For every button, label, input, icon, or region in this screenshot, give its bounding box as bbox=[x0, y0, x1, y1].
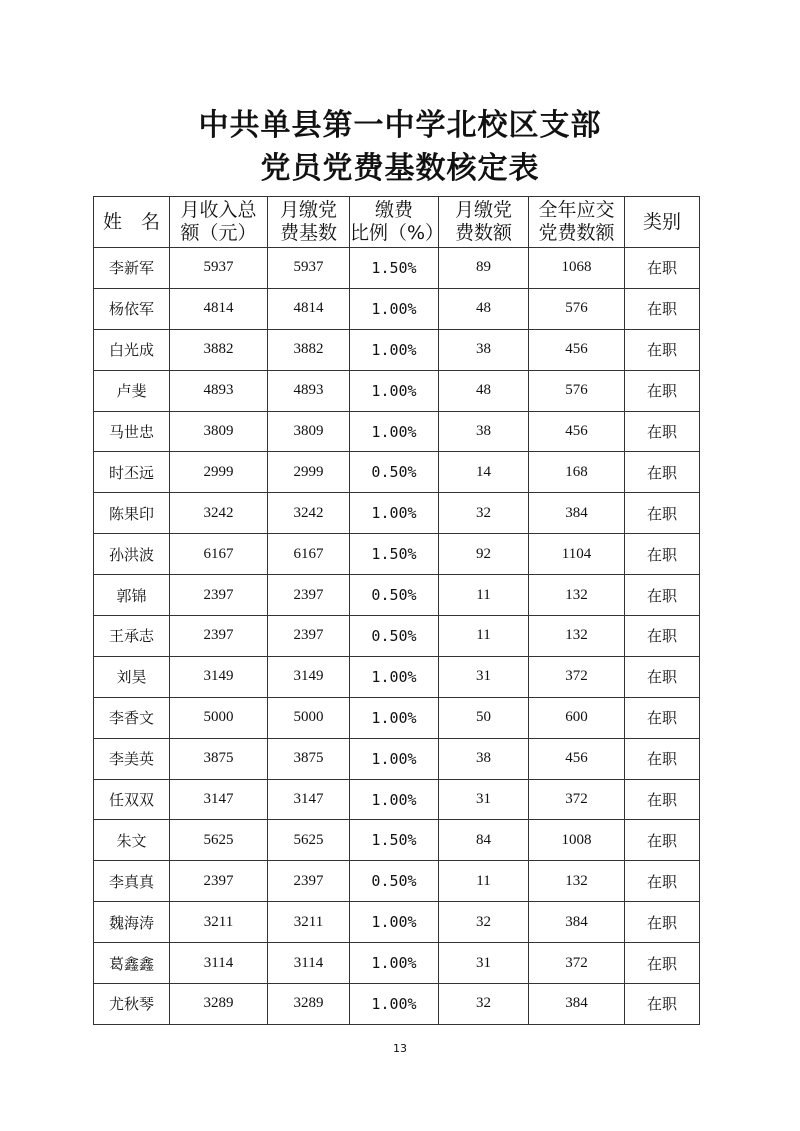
cell-rate: 0.50% bbox=[350, 452, 439, 493]
cell-monthly-fee: 31 bbox=[439, 779, 529, 820]
table-row bbox=[94, 943, 700, 984]
table-row bbox=[94, 902, 700, 943]
cell-income: 3882 bbox=[170, 329, 268, 370]
cell-fee-base: 2397 bbox=[268, 616, 350, 657]
cell-category: 在职 bbox=[625, 493, 700, 534]
cell-rate: 1.00% bbox=[350, 411, 439, 452]
table-body bbox=[94, 248, 700, 1025]
cell-name: 朱文 bbox=[94, 820, 170, 861]
cell-annual-fee: 132 bbox=[529, 616, 625, 657]
cell-fee-base: 3211 bbox=[268, 902, 350, 943]
header-rate: 缴费 比例（%） bbox=[350, 197, 439, 248]
cell-rate: 1.00% bbox=[350, 697, 439, 738]
cell-fee-base: 3242 bbox=[268, 493, 350, 534]
party-fee-table bbox=[93, 196, 700, 1025]
cell-rate: 1.00% bbox=[350, 656, 439, 697]
cell-fee-base: 3809 bbox=[268, 411, 350, 452]
cell-name: 郭锦 bbox=[94, 575, 170, 616]
cell-monthly-fee: 31 bbox=[439, 943, 529, 984]
cell-income: 3875 bbox=[170, 738, 268, 779]
cell-monthly-fee: 38 bbox=[439, 329, 529, 370]
cell-income: 2397 bbox=[170, 616, 268, 657]
cell-category: 在职 bbox=[625, 738, 700, 779]
cell-annual-fee: 384 bbox=[529, 984, 625, 1025]
table-row bbox=[94, 370, 700, 411]
table-row bbox=[94, 861, 700, 902]
cell-income: 5625 bbox=[170, 820, 268, 861]
cell-annual-fee: 456 bbox=[529, 329, 625, 370]
cell-category: 在职 bbox=[625, 370, 700, 411]
cell-name: 李香文 bbox=[94, 697, 170, 738]
cell-income: 4893 bbox=[170, 370, 268, 411]
cell-annual-fee: 372 bbox=[529, 943, 625, 984]
document-title-line1: 中共单县第一中学北校区支部 bbox=[198, 108, 602, 143]
cell-annual-fee: 168 bbox=[529, 452, 625, 493]
cell-annual-fee: 372 bbox=[529, 779, 625, 820]
table-row bbox=[94, 575, 700, 616]
cell-name: 卢斐 bbox=[94, 370, 170, 411]
cell-rate: 1.00% bbox=[350, 329, 439, 370]
cell-income: 5000 bbox=[170, 697, 268, 738]
cell-annual-fee: 1008 bbox=[529, 820, 625, 861]
header-name: 姓 名 bbox=[94, 197, 170, 248]
cell-name: 杨依军 bbox=[94, 288, 170, 329]
cell-name: 陈果印 bbox=[94, 493, 170, 534]
cell-monthly-fee: 14 bbox=[439, 452, 529, 493]
table-row bbox=[94, 248, 700, 289]
cell-name: 任双双 bbox=[94, 779, 170, 820]
cell-income: 3147 bbox=[170, 779, 268, 820]
cell-fee-base: 5625 bbox=[268, 820, 350, 861]
cell-rate: 0.50% bbox=[350, 861, 439, 902]
cell-category: 在职 bbox=[625, 534, 700, 575]
cell-monthly-fee: 32 bbox=[439, 902, 529, 943]
cell-category: 在职 bbox=[625, 248, 700, 289]
table-row bbox=[94, 411, 700, 452]
cell-category: 在职 bbox=[625, 452, 700, 493]
header-monthly-fee: 月缴党 费数额 bbox=[439, 197, 529, 248]
cell-annual-fee: 132 bbox=[529, 575, 625, 616]
cell-name: 马世忠 bbox=[94, 411, 170, 452]
cell-name: 李真真 bbox=[94, 861, 170, 902]
cell-annual-fee: 1104 bbox=[529, 534, 625, 575]
cell-monthly-fee: 48 bbox=[439, 288, 529, 329]
cell-fee-base: 3875 bbox=[268, 738, 350, 779]
header-category: 类别 bbox=[625, 197, 700, 248]
cell-fee-base: 3147 bbox=[268, 779, 350, 820]
cell-monthly-fee: 92 bbox=[439, 534, 529, 575]
cell-monthly-fee: 48 bbox=[439, 370, 529, 411]
cell-category: 在职 bbox=[625, 984, 700, 1025]
cell-annual-fee: 1068 bbox=[529, 248, 625, 289]
cell-name: 王承志 bbox=[94, 616, 170, 657]
document-title-line2: 党员党费基数核定表 bbox=[260, 151, 540, 186]
cell-income: 6167 bbox=[170, 534, 268, 575]
page-number: 13 bbox=[393, 1042, 407, 1055]
cell-name: 孙洪波 bbox=[94, 534, 170, 575]
cell-fee-base: 2397 bbox=[268, 861, 350, 902]
cell-income: 5937 bbox=[170, 248, 268, 289]
table-row bbox=[94, 452, 700, 493]
cell-category: 在职 bbox=[625, 697, 700, 738]
cell-name: 葛鑫鑫 bbox=[94, 943, 170, 984]
cell-annual-fee: 456 bbox=[529, 738, 625, 779]
header-row bbox=[94, 197, 700, 248]
table-header bbox=[94, 197, 700, 248]
cell-monthly-fee: 38 bbox=[439, 738, 529, 779]
cell-category: 在职 bbox=[625, 411, 700, 452]
cell-annual-fee: 600 bbox=[529, 697, 625, 738]
cell-fee-base: 3149 bbox=[268, 656, 350, 697]
table-row bbox=[94, 616, 700, 657]
cell-monthly-fee: 84 bbox=[439, 820, 529, 861]
cell-rate: 1.00% bbox=[350, 902, 439, 943]
cell-income: 3211 bbox=[170, 902, 268, 943]
cell-name: 李美英 bbox=[94, 738, 170, 779]
cell-rate: 0.50% bbox=[350, 575, 439, 616]
table-row bbox=[94, 779, 700, 820]
cell-name: 时丕远 bbox=[94, 452, 170, 493]
cell-fee-base: 3289 bbox=[268, 984, 350, 1025]
table-row bbox=[94, 697, 700, 738]
cell-income: 2397 bbox=[170, 575, 268, 616]
cell-monthly-fee: 11 bbox=[439, 861, 529, 902]
cell-category: 在职 bbox=[625, 575, 700, 616]
cell-annual-fee: 384 bbox=[529, 902, 625, 943]
cell-rate: 1.00% bbox=[350, 370, 439, 411]
cell-monthly-fee: 50 bbox=[439, 697, 529, 738]
cell-income: 3809 bbox=[170, 411, 268, 452]
cell-income: 3114 bbox=[170, 943, 268, 984]
table-row bbox=[94, 984, 700, 1025]
cell-income: 4814 bbox=[170, 288, 268, 329]
cell-name: 刘昊 bbox=[94, 656, 170, 697]
cell-category: 在职 bbox=[625, 288, 700, 329]
cell-fee-base: 4893 bbox=[268, 370, 350, 411]
cell-name: 李新军 bbox=[94, 248, 170, 289]
cell-category: 在职 bbox=[625, 779, 700, 820]
cell-category: 在职 bbox=[625, 616, 700, 657]
cell-rate: 1.50% bbox=[350, 820, 439, 861]
cell-name: 尤秋琴 bbox=[94, 984, 170, 1025]
cell-category: 在职 bbox=[625, 656, 700, 697]
cell-fee-base: 5000 bbox=[268, 697, 350, 738]
cell-name: 魏海涛 bbox=[94, 902, 170, 943]
cell-annual-fee: 576 bbox=[529, 370, 625, 411]
cell-monthly-fee: 31 bbox=[439, 656, 529, 697]
cell-fee-base: 2999 bbox=[268, 452, 350, 493]
cell-fee-base: 4814 bbox=[268, 288, 350, 329]
table-row bbox=[94, 288, 700, 329]
cell-annual-fee: 384 bbox=[529, 493, 625, 534]
cell-monthly-fee: 32 bbox=[439, 984, 529, 1025]
table-row bbox=[94, 493, 700, 534]
cell-rate: 1.00% bbox=[350, 943, 439, 984]
cell-rate: 1.50% bbox=[350, 534, 439, 575]
cell-category: 在职 bbox=[625, 820, 700, 861]
cell-rate: 1.00% bbox=[350, 779, 439, 820]
cell-monthly-fee: 38 bbox=[439, 411, 529, 452]
table-row bbox=[94, 329, 700, 370]
header-annual-fee: 全年应交 党费数额 bbox=[529, 197, 625, 248]
cell-fee-base: 2397 bbox=[268, 575, 350, 616]
cell-category: 在职 bbox=[625, 861, 700, 902]
cell-monthly-fee: 89 bbox=[439, 248, 529, 289]
cell-monthly-fee: 11 bbox=[439, 616, 529, 657]
cell-category: 在职 bbox=[625, 902, 700, 943]
header-income: 月收入总 额（元） bbox=[170, 197, 268, 248]
cell-category: 在职 bbox=[625, 329, 700, 370]
cell-annual-fee: 372 bbox=[529, 656, 625, 697]
cell-income: 3149 bbox=[170, 656, 268, 697]
cell-fee-base: 3114 bbox=[268, 943, 350, 984]
cell-rate: 1.00% bbox=[350, 493, 439, 534]
cell-annual-fee: 456 bbox=[529, 411, 625, 452]
cell-rate: 1.50% bbox=[350, 248, 439, 289]
table-row bbox=[94, 820, 700, 861]
cell-annual-fee: 576 bbox=[529, 288, 625, 329]
table-row bbox=[94, 738, 700, 779]
cell-rate: 0.50% bbox=[350, 616, 439, 657]
cell-monthly-fee: 32 bbox=[439, 493, 529, 534]
cell-income: 3242 bbox=[170, 493, 268, 534]
cell-rate: 1.00% bbox=[350, 738, 439, 779]
cell-fee-base: 5937 bbox=[268, 248, 350, 289]
header-fee-base: 月缴党 费基数 bbox=[268, 197, 350, 248]
cell-name: 白光成 bbox=[94, 329, 170, 370]
cell-rate: 1.00% bbox=[350, 288, 439, 329]
table-row bbox=[94, 656, 700, 697]
cell-monthly-fee: 11 bbox=[439, 575, 529, 616]
cell-fee-base: 6167 bbox=[268, 534, 350, 575]
cell-income: 2999 bbox=[170, 452, 268, 493]
cell-category: 在职 bbox=[625, 943, 700, 984]
cell-income: 2397 bbox=[170, 861, 268, 902]
cell-income: 3289 bbox=[170, 984, 268, 1025]
cell-rate: 1.00% bbox=[350, 984, 439, 1025]
cell-annual-fee: 132 bbox=[529, 861, 625, 902]
cell-fee-base: 3882 bbox=[268, 329, 350, 370]
table-row bbox=[94, 534, 700, 575]
